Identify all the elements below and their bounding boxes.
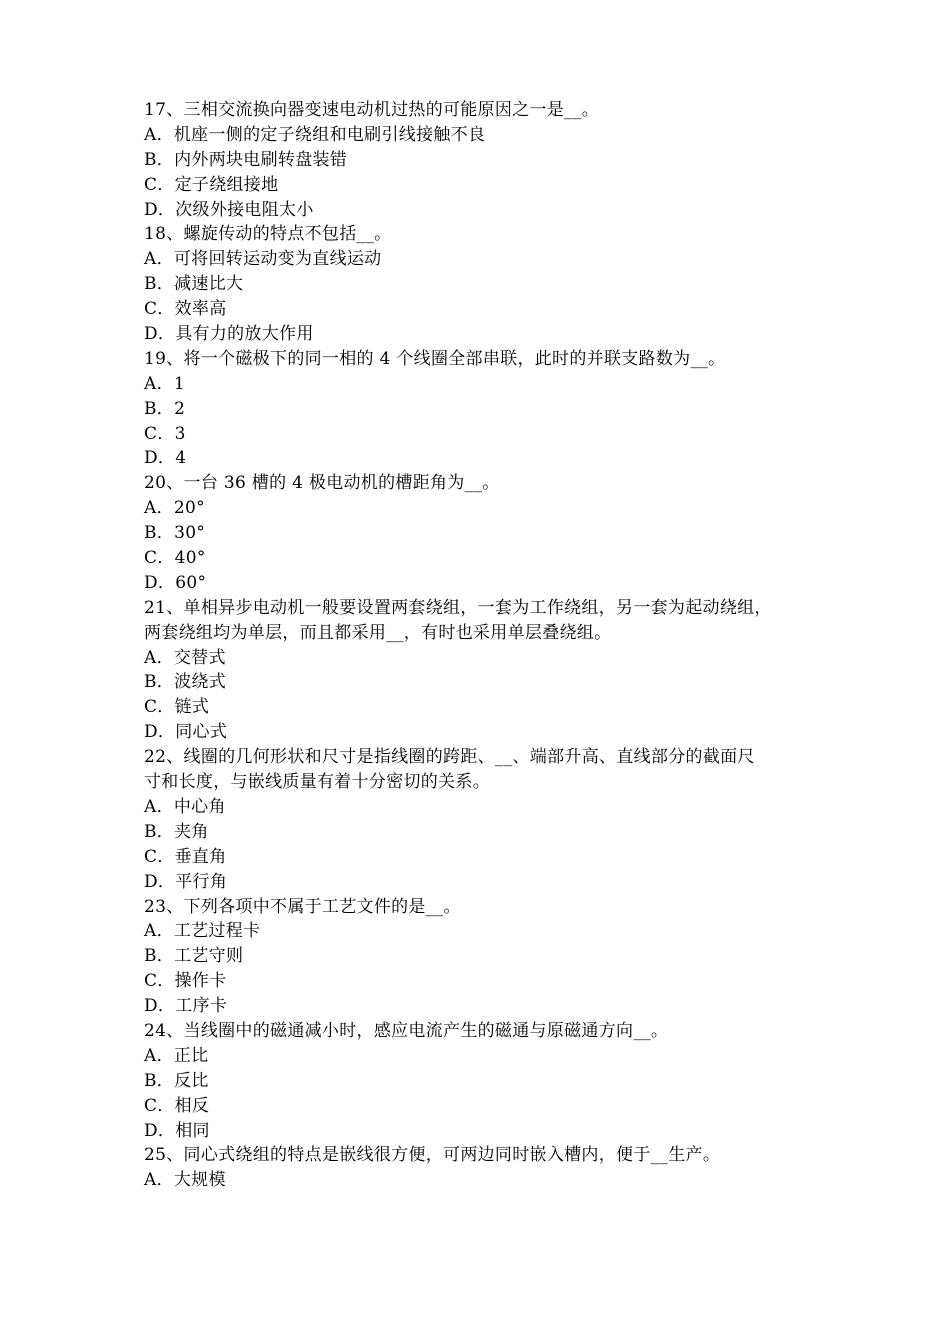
answer-option: D．平行角 [144, 871, 228, 892]
answer-option: C．相反 [144, 1095, 210, 1116]
answer-option: B．减速比大 [144, 274, 244, 295]
question-stem-line: 18、螺旋传动的特点不包括__。 [144, 224, 392, 245]
answer-option: B．工艺守则 [144, 946, 244, 967]
answer-option: C．垂直角 [144, 846, 227, 867]
question-stem-line: 21、单相异步电动机一般要设置两套绕组，一套为工作绕组，另一套为起动绕组， [144, 597, 772, 618]
question-stem [144, 1019, 824, 1044]
answer-option: D．同心式 [144, 722, 228, 743]
answer-option: B．内外两块电刷转盘装错 [144, 149, 348, 170]
question-stem-line: 19、将一个磁极下的同一相的 4 个线圈全部串联，此时的并联支路数为__。 [144, 348, 726, 369]
answer-option: A．可将回转运动变为直线运动 [144, 249, 382, 270]
question-stem [144, 222, 824, 247]
answer-option: B．30° [144, 523, 206, 544]
answer-option: D．4 [144, 448, 187, 469]
answer-option: D．具有力的放大作用 [144, 324, 314, 345]
question-23 [144, 895, 824, 1019]
answer-option: C．效率高 [144, 299, 227, 320]
answer-option: D．60° [144, 572, 207, 593]
question-stem-line: 24、当线圈中的磁通减小时，感应电流产生的磁通与原磁通方向__。 [144, 1020, 669, 1041]
question-21 [144, 596, 824, 745]
answer-option: A．1 [144, 373, 185, 394]
question-18 [144, 222, 824, 346]
answer-option: D．相同 [144, 1120, 210, 1141]
answer-option: B．2 [144, 398, 186, 419]
answer-option: C．链式 [144, 697, 210, 718]
question-stem [144, 347, 824, 372]
answer-option: A．中心角 [144, 796, 226, 817]
answer-option: C．定子绕组接地 [144, 174, 279, 195]
answer-option: C．操作卡 [144, 971, 227, 992]
answer-option: C．40° [144, 548, 206, 569]
answer-option: D．次级外接电阻太小 [144, 199, 314, 220]
document-page [144, 98, 824, 1193]
question-24 [144, 1019, 824, 1143]
question-stem [144, 596, 824, 646]
answer-option: A．20° [144, 498, 205, 519]
question-stem [144, 1143, 824, 1168]
question-stem-line: 25、同心式绕组的特点是嵌线很方便，可两边同时嵌入槽内，便于__生产。 [144, 1145, 721, 1166]
question-stem [144, 471, 824, 496]
answer-option: B．反比 [144, 1070, 209, 1091]
question-20 [144, 471, 824, 595]
question-stem [144, 98, 824, 123]
question-stem [144, 895, 824, 920]
answer-option: B．波绕式 [144, 672, 226, 693]
question-17 [144, 98, 824, 222]
question-stem-line: 20、一台 36 槽的 4 极电动机的槽距角为__。 [144, 473, 500, 494]
answer-option: D．工序卡 [144, 996, 228, 1017]
question-22 [144, 745, 824, 894]
question-stem-line: 22、线圈的几何形状和尺寸是指线圈的跨距、__、端部升高、直线部分的截面尺 [144, 747, 755, 768]
question-stem [144, 745, 824, 795]
question-stem-line: 17、三相交流换向器变速电动机过热的可能原因之一是__。 [144, 100, 600, 120]
question-25 [144, 1143, 824, 1193]
answer-option: A．机座一侧的定子绕组和电刷引线接触不良 [144, 124, 486, 145]
question-stem-line: 23、下列各项中不属于工艺文件的是__。 [144, 896, 461, 917]
answer-option: C．3 [144, 423, 186, 444]
answer-option: A．交替式 [144, 647, 226, 668]
question-stem-line: 两套绕组均为单层，而且都采用__，有时也采用单层叠绕组。 [144, 622, 612, 643]
question-stem-line: 寸和长度，与嵌线质量有着十分密切的关系。 [144, 772, 490, 793]
answer-option: A．大规模 [144, 1170, 226, 1191]
answer-option: A．工艺过程卡 [144, 921, 261, 942]
answer-option: A．正比 [144, 1045, 209, 1066]
answer-option: B．夹角 [144, 821, 209, 842]
question-19 [144, 347, 824, 471]
